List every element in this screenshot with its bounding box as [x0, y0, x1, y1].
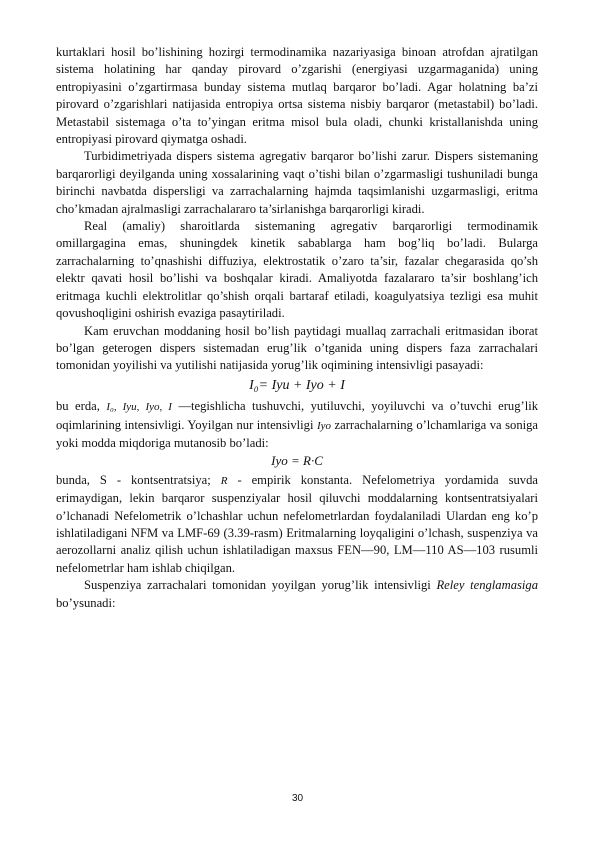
paragraph-5-body: —tegishlicha tushuvchi, yutiluvchi, yoyiluvchi va o’tuvchi erug’lik oqimlarining intensivligi. Yoyilgan nur intensivligi — [56, 399, 538, 432]
page-number: 30 — [291, 793, 304, 804]
paragraph-5-lead: bu erda, — [56, 399, 100, 414]
paragraph-7-tail: bo’ysunadi: — [56, 595, 116, 610]
paragraph-7 — [56, 577, 538, 612]
paragraph-7-emphasis: Reley tenglamasiga — [436, 578, 538, 593]
paragraph-6-body: - empirik konstanta. Nefelometriya yordamida suvda erimaydigan, lekin barqaror suspenziyalar hosil qiluvchi moddalarning kontsentratsiyalari o’lchanadi Nefelometrik o’lchashlar uchun nefelometrlardan foydalaniladi Ulardan eng ko’p ishlatiladigani NFM va LMF-69 (3.39-rasm) Eritmalarning loyqaligini o’lchash, suspenziya va aerozollarni analiz qilish uchun ishlatiladigan maxsus FEN—90, LM—110 AS—103 rusumli nefelometrlar ham ishlab chiqilgan. — [56, 472, 538, 575]
paragraph-4: Kam eruvchan moddaning hosil bo’lish paytidagi muallaq zarrachali eritmasidan iborat bo’lgan geterogen dispers sistemadan erug’lik o’tganida uning dispers faza zarrachalari tomonidan yoyilishi va yutilishi natijasida yorug’lik oqimining intensivligi pasayadi: — [56, 323, 538, 373]
paragraph-7-lead: Suspenziya zarrachalari tomonidan yoyilgan yorug’lik intensivligi — [84, 578, 431, 593]
paragraph-5 — [56, 398, 538, 452]
paragraph-6 — [56, 472, 538, 577]
body-text — [56, 44, 538, 612]
paragraph-5-symbol-iyo: Iyo — [316, 419, 332, 432]
paragraph-6-lead: bunda, S - kontsentratsiya; — [56, 472, 211, 487]
paragraph-1: kurtaklari hosil bo’lishining hozirgi termodinamika nazariyasiga binoan atrofdan ajratilgan sistema holatining har qanday pirovard o’zgarishi (energiyasi uzgarmaganida) uning entropiyasini o’zgartirmasa bunday sistema mutlaq barqaror bo’ladi. Agar holatning ba’zi pirovard o’zgarishlari natijasida entropiya ortsa sistema nisbiy barqaror (metastabil) bo’ladi. Metastabil sistemaga o’ta to’yingan eritma misol bula oladi, chunki kristallanishda uning entropiyasi pirovard qiymatga oshadi. — [56, 45, 538, 147]
formula-scattered-intensity: Iyo = R·C — [271, 453, 323, 469]
formula-intensity-balance: I₀= Iyu + Iyo + I — [249, 377, 345, 393]
paragraph-2: Turbidimetriyada dispers sistema agregativ barqaror bo’lishi zarur. Dispers sistemaning barqarorligi deyilganda uning xossalarining vaqt o’tishi bilan o’zgarmasligi tushuniladi bunga birinchi navbatda dispersligi va zarrachalarning hajmda taqsimlanishi uzgarmasligi, eritma cho’kmadan ajralmasligi zarrachalararo ta’sirlanishga barqarorligi kiradi. — [56, 149, 538, 216]
paragraph-6-symbol-r: R — [220, 474, 228, 487]
paragraph-5-symbols: I₀, Iyu, Iyo, I — [106, 401, 172, 414]
paragraph-3: Real (amaliy) sharoitlarda sistemaning agregativ barqarorligi termodinamik omillargagina emas, shuningdek kinetik sabablarga ham bog’liq bo’ladi. Bularga zarrachalarning to’qnashishi diffuziya, elektrostatik o’zaro ta’sir, fazalar chegarasida qo’sh elektr qavati hosil bo’lishi va boshqalar kiradi. Amaliyotda fazalararo ta’sir boshlang’ich eritmaga kuchli elektrolitlar qo’shish orqali bartaraf etiladi, koagulyatsiya tezligi esa muhit qovushoqligini oshirish evaziga pasaytiriladi. — [56, 219, 538, 321]
paragraph-5-tail: zarrachalarning o’lchamlariga va soniga yoki modda miqdoriga mutanosib bo’ladi: — [56, 417, 538, 450]
